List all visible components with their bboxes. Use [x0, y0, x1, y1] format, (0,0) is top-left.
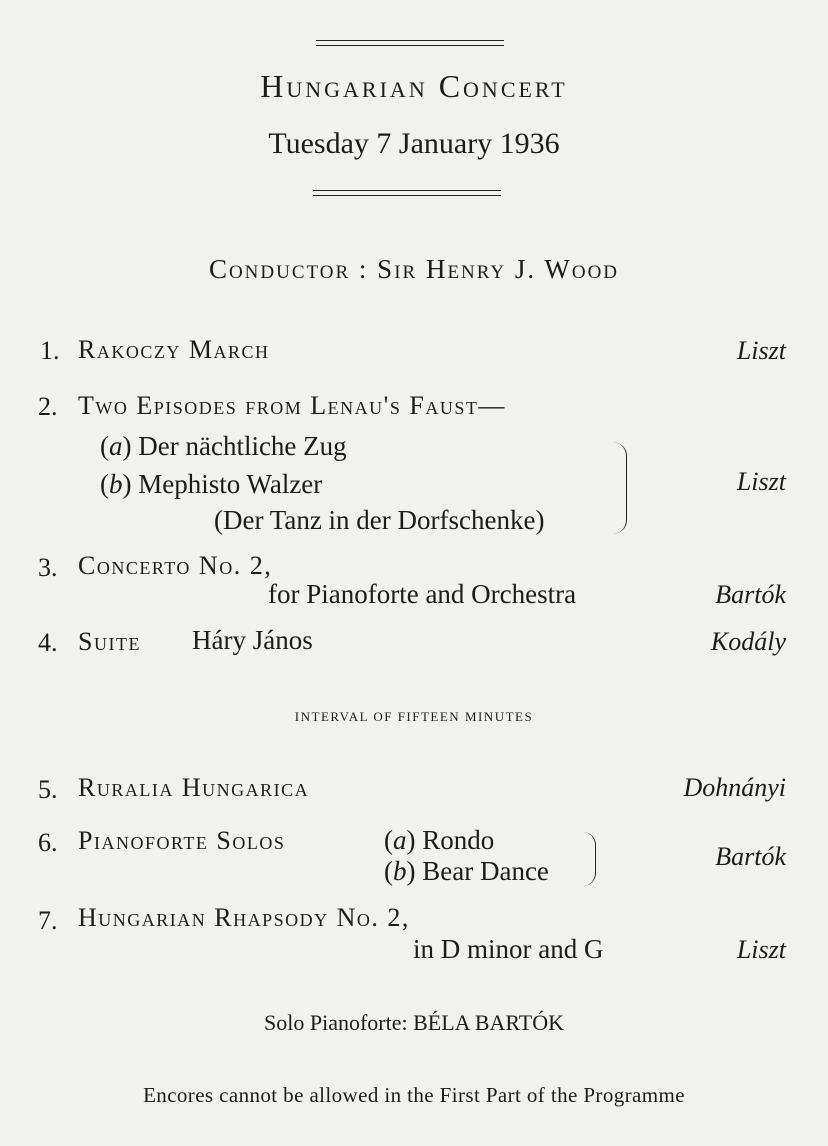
- sub-item: (b) Mephisto Walzer: [100, 469, 323, 499]
- item-title: Rakoczy March: [78, 335, 270, 364]
- sub-letter: a: [109, 431, 123, 461]
- sub-letter: a: [393, 825, 407, 855]
- item-number: 4.: [38, 628, 58, 657]
- item-title: Suite: [78, 627, 141, 656]
- item-number: 5.: [38, 775, 58, 804]
- item-work: Háry János: [192, 625, 313, 655]
- item-subtitle: for Pianoforte and Orchestra: [268, 579, 577, 609]
- interval-note: INTERVAL OF FIFTEEN MINUTES: [294, 709, 534, 724]
- sub-item: (a) Der nächtliche Zug: [100, 431, 347, 461]
- item-title: Two Episodes from Lenau's Faust—: [78, 391, 506, 420]
- top-rule: [316, 40, 504, 41]
- sub-letter: b: [393, 856, 407, 886]
- sub-item: (a) Rondo: [384, 825, 495, 855]
- item-number: 7.: [38, 906, 58, 935]
- item-title: Concerto No. 2,: [78, 551, 273, 580]
- item-composer: Kodály: [710, 627, 786, 656]
- brace: [583, 832, 596, 886]
- item-title: Ruralia Hungarica: [78, 773, 310, 802]
- item-number: 6.: [38, 828, 58, 857]
- sub-text: Mephisto Walzer: [138, 469, 323, 499]
- item-composer: Liszt: [736, 935, 786, 964]
- item-number: 3.: [38, 553, 58, 582]
- item-composer: Liszt: [736, 467, 786, 496]
- encore-notice: Encores cannot be allowed in the First Part of the Programme: [143, 1083, 685, 1107]
- item-composer: Bartók: [715, 842, 786, 871]
- concert-date: Tuesday 7 January 1936: [268, 127, 560, 160]
- item-number: 1.: [40, 336, 60, 365]
- mid-rule: [313, 190, 501, 191]
- sub-text: Bear Dance: [422, 856, 549, 886]
- mid-rule-2: [313, 195, 501, 196]
- concert-title: Hungarian Concert: [260, 68, 568, 104]
- item-title: Hungarian Rhapsody No. 2,: [78, 903, 410, 932]
- soloist-line: Solo Pianoforte: BÉLA BARTÓK: [264, 1010, 564, 1035]
- sub-text: Der nächtliche Zug: [138, 431, 347, 461]
- item-title: Pianoforte Solos: [78, 826, 286, 855]
- top-rule-2: [316, 45, 504, 46]
- sub-letter: b: [109, 469, 123, 499]
- sub-item: (b) Bear Dance: [384, 856, 549, 886]
- sub-note: (Der Tanz in der Dorfschenke): [214, 505, 545, 535]
- item-composer: Liszt: [736, 336, 786, 365]
- item-composer: Bartók: [715, 580, 786, 609]
- item-composer: Dohnányi: [683, 773, 786, 802]
- brace: [612, 442, 627, 534]
- item-subtitle: in D minor and G: [413, 934, 604, 964]
- conductor-line: Conductor : Sir Henry J. Wood: [208, 254, 620, 284]
- item-number: 2.: [38, 392, 58, 421]
- sub-text: Rondo: [422, 825, 495, 855]
